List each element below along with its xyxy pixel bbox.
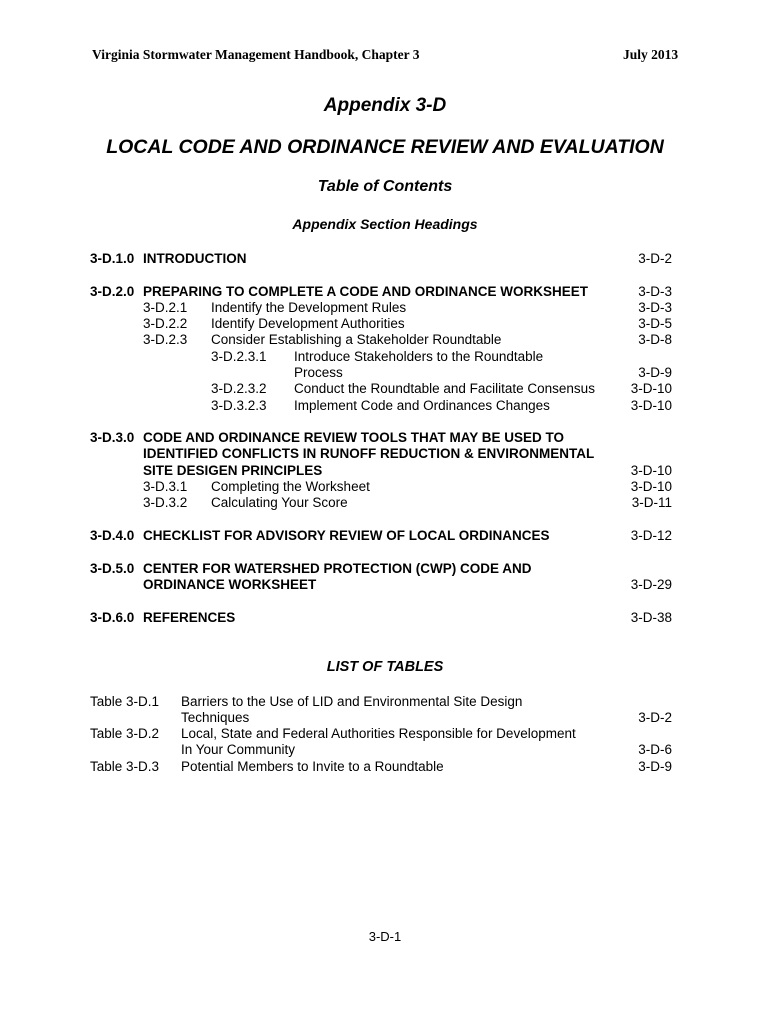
section-headings-subtitle: Appendix Section Headings <box>292 216 478 232</box>
toc-subsubsection-number: 3-D.2.3.1 <box>211 349 267 364</box>
toc-section-title: PREPARING TO COMPLETE A CODE AND ORDINANCE WORKSHEET <box>143 284 589 299</box>
toc-subsection-number: 3-D.3.1 <box>143 479 188 494</box>
toc-subsubsection-title: Conduct the Roundtable and Facilitate Consensus <box>294 381 595 396</box>
toc-page-number: 3-D-3 <box>638 300 672 315</box>
toc-subsubsection-title-continued: Process <box>294 365 343 380</box>
toc-page-number: 3-D-10 <box>630 398 672 413</box>
table-page-number: 3-D-9 <box>638 759 672 774</box>
toc-subsection-number: 3-D.2.2 <box>143 316 188 331</box>
table-label: Table 3-D.1 <box>90 694 160 709</box>
table-page-number: 3-D-2 <box>638 710 672 725</box>
toc-subsection-title: Consider Establishing a Stakeholder Roundtable <box>211 332 502 347</box>
toc-subsection-title: Indentify the Development Rules <box>211 300 407 315</box>
toc-section-number: 3-D.1.0 <box>90 251 135 266</box>
toc-subsubsection-title: Implement Code and Ordinances Changes <box>294 398 550 413</box>
toc-section-title-continued: IDENTIFIED CONFLICTS IN RUNOFF REDUCTION & ENVIRONMENTAL <box>143 446 595 461</box>
running-header-date: July 2013 <box>623 47 679 62</box>
table-title: Local, State and Federal Authorities Responsible for Development <box>181 726 576 741</box>
toc-section-title-continued: ORDINANCE WORKSHEET <box>143 577 317 592</box>
appendix-title: Appendix 3-D <box>323 95 447 116</box>
toc-section-title: INTRODUCTION <box>143 251 247 266</box>
table-page-number: 3-D-6 <box>638 742 672 757</box>
table-title-continued: In Your Community <box>181 742 296 757</box>
toc-page-number: 3-D-10 <box>630 479 672 494</box>
table-title-continued: Techniques <box>181 710 250 725</box>
table-title: Barriers to the Use of LID and Environmental Site Design <box>181 694 523 709</box>
toc-heading: Table of Contents <box>317 178 453 195</box>
toc-subsection-title: Identify Development Authorities <box>211 316 405 331</box>
toc-subsubsection-number: 3-D.2.3.2 <box>211 381 267 396</box>
toc-section-title: CODE AND ORDINANCE REVIEW TOOLS THAT MAY BE USED TO <box>143 430 565 445</box>
toc-page-number: 3-D-3 <box>638 284 672 299</box>
toc-page-number: 3-D-29 <box>630 577 672 592</box>
toc-page-number: 3-D-38 <box>630 610 672 625</box>
page-number-footer: 3-D-1 <box>368 929 402 944</box>
running-header-title: Virginia Stormwater Management Handbook, Chapter 3 <box>92 47 420 62</box>
table-title: Potential Members to Invite to a Roundtable <box>181 759 444 774</box>
toc-section-number: 3-D.6.0 <box>90 610 135 625</box>
toc-section-title: REFERENCES <box>143 610 236 625</box>
table-label: Table 3-D.2 <box>90 726 160 741</box>
toc-subsection-number: 3-D.2.3 <box>143 332 188 347</box>
toc-page-number: 3-D-11 <box>631 495 672 510</box>
toc-page-number: 3-D-5 <box>638 316 672 331</box>
toc-subsection-title: Completing the Worksheet <box>211 479 370 494</box>
toc-subsection-title: Calculating Your Score <box>211 495 348 510</box>
toc-section-number: 3-D.3.0 <box>90 430 135 445</box>
toc-page-number: 3-D-10 <box>630 463 672 478</box>
toc-page-number: 3-D-9 <box>638 365 672 380</box>
toc-section-number: 3-D.4.0 <box>90 528 135 543</box>
document-title: LOCAL CODE AND ORDINANCE REVIEW AND EVALUATION <box>106 136 664 158</box>
toc-page-number: 3-D-10 <box>630 381 672 396</box>
toc-subsection-number: 3-D.3.2 <box>143 495 188 510</box>
toc-subsection-number: 3-D.2.1 <box>143 300 188 315</box>
toc-subsubsection-title: Introduce Stakeholders to the Roundtable <box>294 349 544 364</box>
toc-section-number: 3-D.2.0 <box>90 284 135 299</box>
toc-subsubsection-number: 3-D.3.2.3 <box>211 398 267 413</box>
toc-section-title: CENTER FOR WATERSHED PROTECTION (CWP) CODE AND <box>143 561 532 576</box>
toc-page-number: 3-D-12 <box>630 528 672 543</box>
toc-section-title: CHECKLIST FOR ADVISORY REVIEW OF LOCAL ORDINANCES <box>143 528 550 543</box>
table-label: Table 3-D.3 <box>90 759 160 774</box>
list-of-tables-heading: LIST OF TABLES <box>326 659 444 675</box>
toc-page-number: 3-D-2 <box>638 251 672 266</box>
toc-section-number: 3-D.5.0 <box>90 561 135 576</box>
toc-section-title-continued: SITE DESIGEN PRINCIPLES <box>143 463 323 478</box>
toc-page-number: 3-D-8 <box>638 332 672 347</box>
